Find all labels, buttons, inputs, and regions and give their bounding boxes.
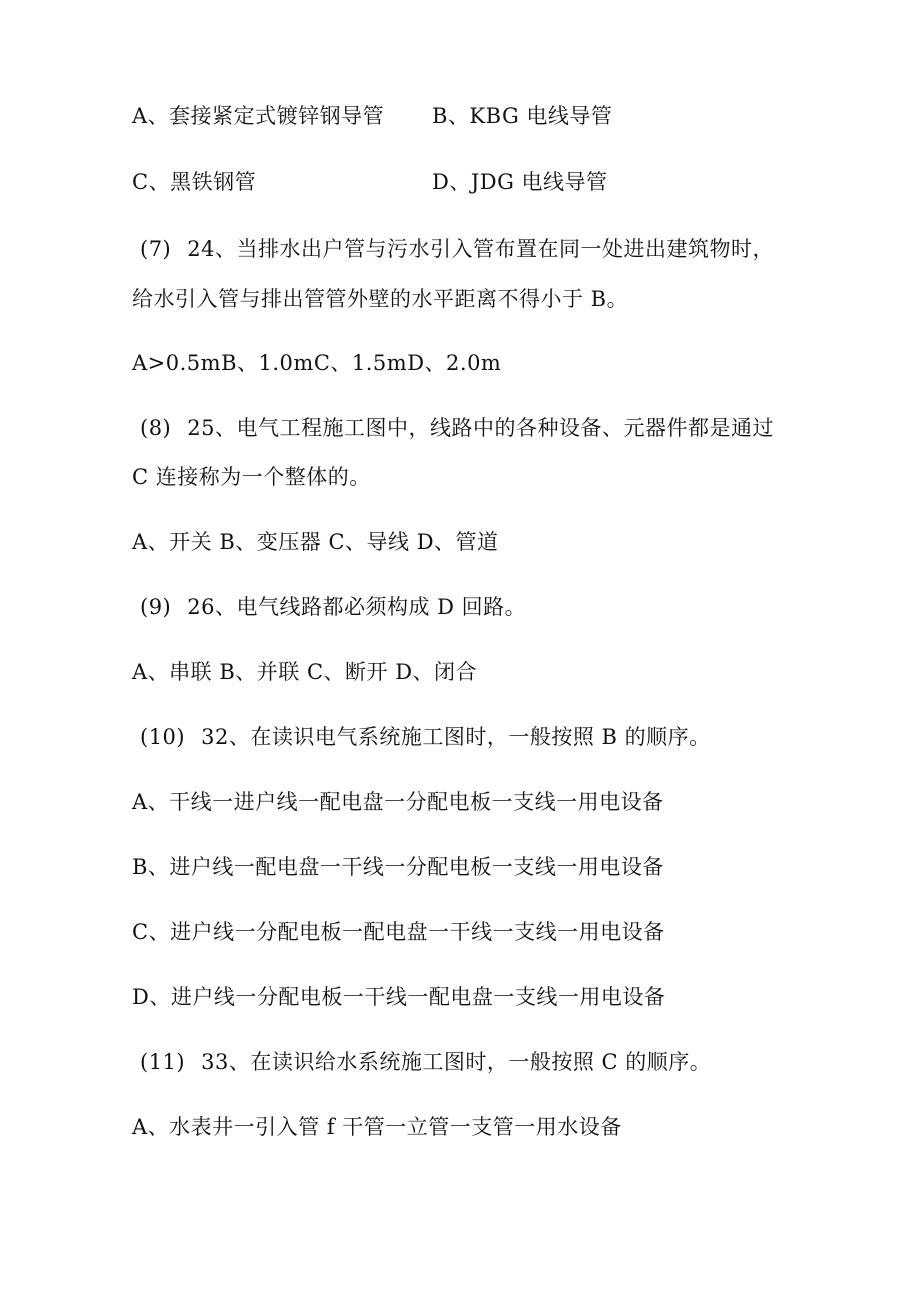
option-a: A、套接紧定式镀锌钢导管 xyxy=(132,104,385,128)
question-text: 26、电气线路都必须构成 D 回路。 xyxy=(187,595,527,619)
question-number: (11) xyxy=(140,1050,186,1074)
option-c: C、黑铁钢管 xyxy=(132,170,257,194)
question-10 xyxy=(140,723,711,751)
question-number: (9) xyxy=(140,595,172,619)
question-8-options: A、开关 B、变压器 C、导线 D、管道 xyxy=(132,530,499,554)
option-row-c-d xyxy=(132,168,608,196)
question-9-options: A、串联 B、并联 C、断开 D、闭合 xyxy=(132,660,478,684)
question-7 xyxy=(140,235,774,263)
question-9 xyxy=(140,593,526,621)
question-10-option-b: B、进户线一配电盘一干线一分配电板一支线一用电设备 xyxy=(132,855,664,879)
question-text: 33、在读识给水系统施工图时，一般按照 C 的顺序。 xyxy=(201,1050,712,1074)
question-number: (7) xyxy=(140,237,172,261)
option-b: B、KBG 电线导管 xyxy=(432,104,613,128)
question-10-option-c: C、进户线一分配电板一配电盘一干线一支线一用电设备 xyxy=(132,920,665,944)
question-8-continuation: C 连接称为一个整体的。 xyxy=(132,465,371,489)
question-7-continuation: 给水引入管与排出管管外壁的水平距离不得小于 B。 xyxy=(132,287,629,311)
question-11 xyxy=(140,1048,711,1076)
question-10-option-d: D、进户线一分配电板一干线一配电盘一支线一用电设备 xyxy=(132,985,666,1009)
question-7-options: A>0.5mB、1.0mC、1.5mD、2.0m xyxy=(132,351,502,375)
question-number: (8) xyxy=(140,416,172,440)
question-text: 25、电气工程施工图中，线路中的各种设备、元器件都是通过 xyxy=(187,416,774,440)
option-d: D、JDG 电线导管 xyxy=(432,170,608,194)
question-10-option-a: A、干线一进户线一配电盘一分配电板一支线一用电设备 xyxy=(132,790,664,814)
option-row-a-b xyxy=(132,102,613,130)
question-text: 32、在读识电气系统施工图时，一般按照 B 的顺序。 xyxy=(201,725,711,749)
question-number: (10) xyxy=(140,725,186,749)
question-8 xyxy=(140,414,774,442)
question-11-option-a: A、水表井一引入管 f 干管一立管一支管一用水设备 xyxy=(132,1115,622,1139)
question-text: 24、当排水出户管与污水引入管布置在同一处进出建筑物时， xyxy=(187,237,774,261)
